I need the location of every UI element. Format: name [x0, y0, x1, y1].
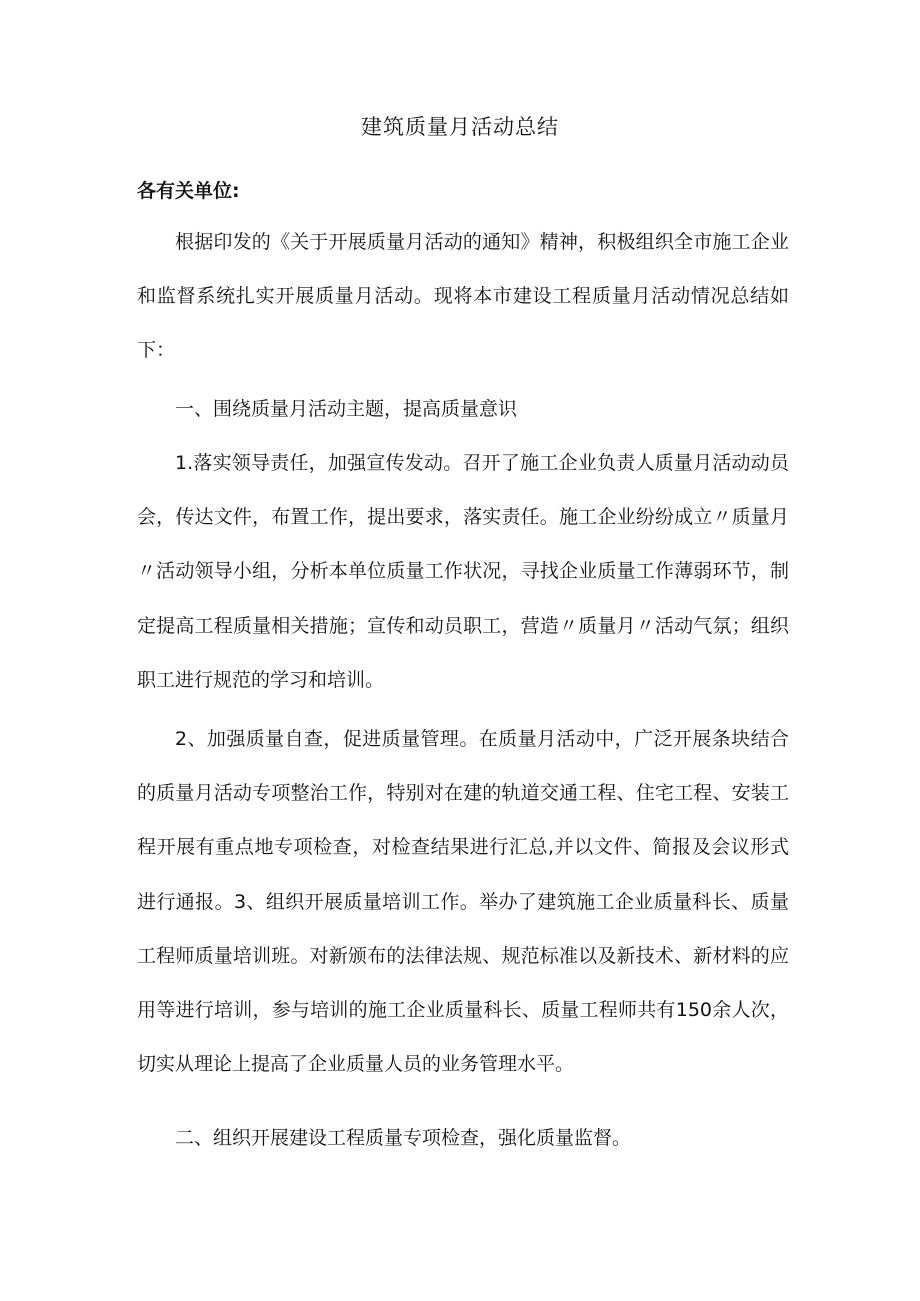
section-heading-2: 二、组织开展建设工程质量专项检查，强化质量监督。	[175, 1127, 632, 1149]
salutation: 各有关单位:	[137, 180, 240, 202]
document-title: 建筑质量月活动总结	[361, 115, 559, 139]
intro-paragraph: 根据印发的《关于开展质量月活动的通知》精神，积极组织全市施工企业和监督系统扎实开展质量月活动。现将本市建设工程质量月活动情况总结如下：	[137, 231, 789, 362]
section-heading-1: 一、围绕质量月活动主题，提高质量意识	[175, 398, 518, 420]
item-1-paragraph: 1.落实领导责任，加强宣传发动。召开了施工企业负责人质量月活动动员会，传达文件，布置工作，提出要求，落实责任。施工企业纷纷成立〃质量月〃活动领导小组，分析本单位质量工作状况，寻找企业质量工作薄弱环节，制定提高工程质量相关措施；宣传和动员职工，营造〃质量月〃活动气氛；组织职工进行规范的学习和培训。	[137, 452, 789, 691]
item-2-3-paragraph: 2、加强质量自查，促进质量管理。在质量月活动中，广泛开展条块结合的质量月活动专项整治工作，特别对在建的轨道交通工程、住宅工程、安装工程开展有重点地专项检查，对检查结果进行汇总,并以文件、简报及会议形式进行通报。3、组织开展质量培训工作。举办了建筑施工企业质量科长、质量工程师质量培训班。对新颁布的法律法规、规范标准以及新技术、新材料的应用等进行培训，参与培训的施工企业质量科长、质量工程师共有150余人次，切实从理论上提高了企业质量人员的业务管理水平。	[137, 728, 789, 1076]
